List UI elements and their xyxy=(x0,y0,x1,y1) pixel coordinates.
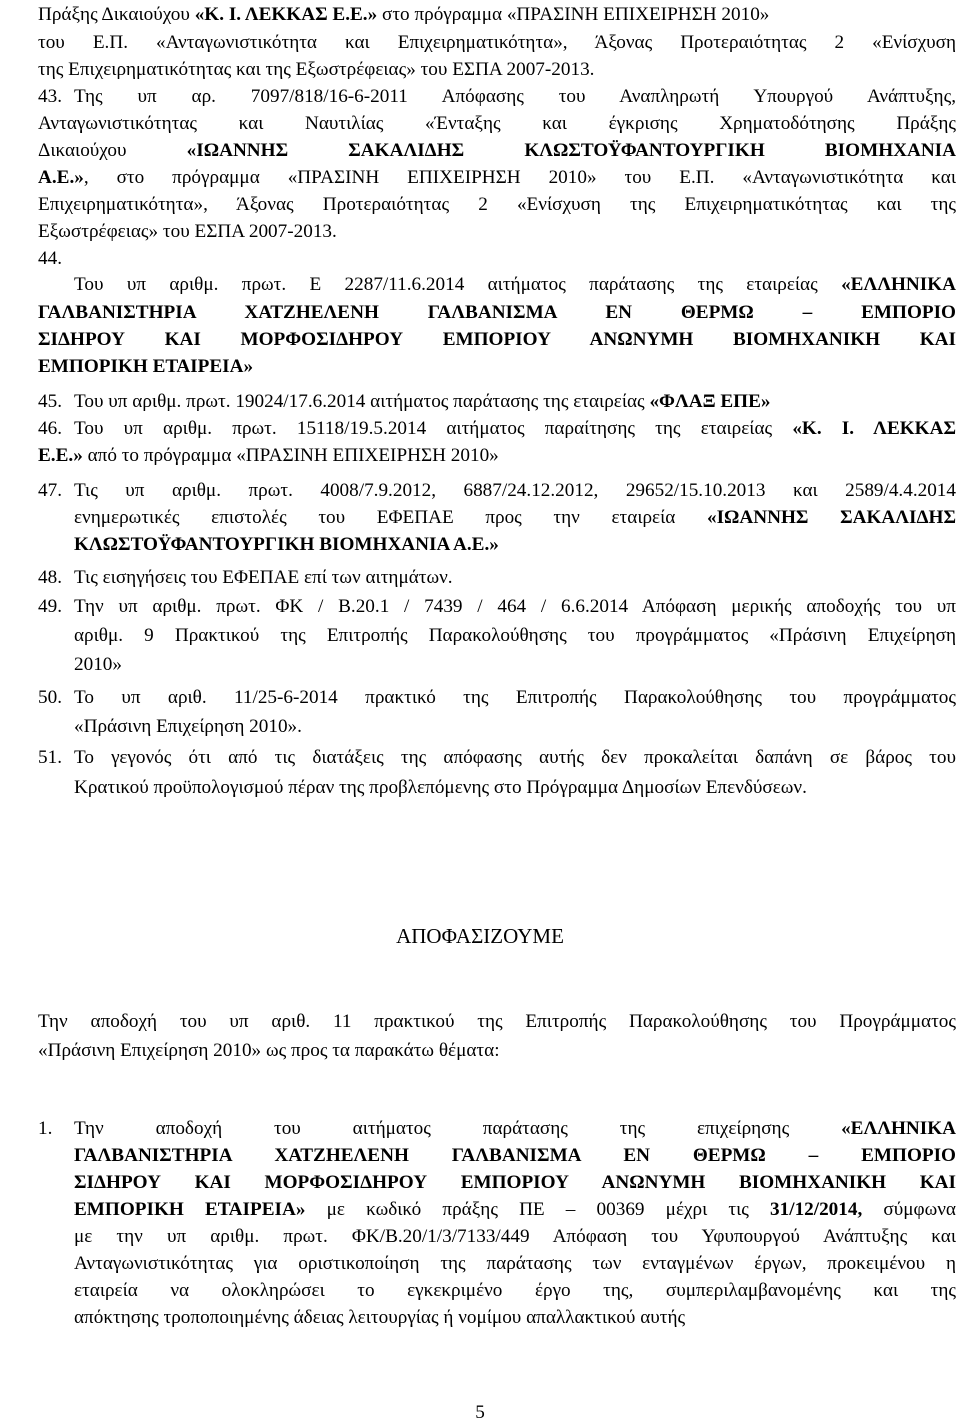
item-line: 2010» xyxy=(74,654,122,675)
item-line xyxy=(74,416,956,442)
company-name: «ΕΛΛΗΝΙΚΑ xyxy=(841,1118,956,1139)
item-text: Του υπ αριθμ. πρωτ. 15118/19.5.2014 αιτήματος παραίτησης της εταιρείας xyxy=(74,418,793,439)
intro-line-1 xyxy=(38,2,769,28)
intro-text: Πράξης Δικαιούχου xyxy=(38,4,195,25)
item-line: Την υπ αριθμ. πρωτ. ΦΚ / Β.20.1 / 7439 / 464 / 6.6.2014 Απόφαση μερικής αποδοχής του υπ xyxy=(74,596,956,617)
item-line: Ανταγωνιστικότητας για οριστικοποίηση της παράτασης των ενταγμένων έργων, προκειμένου η xyxy=(74,1253,956,1274)
item-line: Της υπ αρ. 7097/818/16-6-2011 Απόφασης του Αναπληρωτή Υπουργού Ανάπτυξης, xyxy=(74,86,956,107)
item-number: 48. xyxy=(38,567,62,588)
item-number: 45. xyxy=(38,391,62,412)
page-number: 5 xyxy=(475,1402,485,1423)
item-line: ΓΑΛΒΑΝΙΣΤΗΡΙΑ ΧΑΤΖΗΕΛΕΝΗ ΓΑΛΒΑΝΙΣΜΑ ΕΝ ΘΕΡΜΩ – ΕΜΠΟΡΙΟ xyxy=(74,1145,956,1166)
item-line xyxy=(74,1116,956,1142)
item-line: Το γεγονός ότι από τις διατάξεις της απόφασης αυτής δεν προκαλείται δαπάνη σε βάρος του xyxy=(74,747,956,768)
company-name: «ΦΛΑΞ ΕΠΕ» xyxy=(649,391,771,412)
item-number: 46. xyxy=(38,418,62,439)
item-number: 50. xyxy=(38,687,62,708)
item-line: Κρατικού προϋπολογισμού πέραν της προβλεπόμενης στο Πρόγραμμα Δημοσίων Επενδύσεων. xyxy=(74,777,807,798)
item-text: από το πρόγραμμα «ΠΡΑΣΙΝΗ ΕΠΙΧΕΙΡΗΣΗ 2010» xyxy=(82,445,499,466)
item-text: Του υπ αριθμ. πρωτ. Ε 2287/11.6.2014 αιτήματος παράτασης της εταιρείας xyxy=(74,274,842,295)
company-name: «ΙΩΑΝΝΗΣ ΣΑΚΑΛΙΔΗΣ ΚΛΩΣΤΟΫΦΑΝΤΟΥΡΓΙΚΗ ΒΙΟΜΗΧΑΝΙΑ xyxy=(186,140,957,161)
item-text: ενημερωτικές επιστολές του ΕΦΕΠΑΕ προς την εταιρεία xyxy=(74,507,707,528)
company-name: Α.Ε.» xyxy=(38,167,84,188)
company-name: «ΕΛΛΗΝΙΚΑ xyxy=(841,274,956,295)
item-text: Δικαιούχου xyxy=(38,140,187,161)
company-name: Ε.Ε.» xyxy=(38,445,83,466)
item44-line-4: ΕΜΠΟΡΙΚΗ ΕΤΑΙΡΕΙΑ» xyxy=(38,356,254,377)
item-number: 49. xyxy=(38,596,62,617)
item-line xyxy=(74,505,956,531)
item44-line-2: ΓΑΛΒΑΝΙΣΤΗΡΙΑ ΧΑΤΖΗΕΛΕΝΗ ΓΑΛΒΑΝΙΣΜΑ ΕΝ ΘΕΡΜΩ – ΕΜΠΟΡΙΟ xyxy=(38,302,956,323)
item-text: με κωδικό πράξης ΠΕ – 00369 μέχρι τις xyxy=(305,1199,771,1220)
item-number: 51. xyxy=(38,747,62,768)
item43-line-4 xyxy=(38,165,956,191)
item44-line-1 xyxy=(38,272,956,298)
item-line: «Πράσινη Επιχείρηση 2010». xyxy=(74,716,302,737)
item-text: , στο πρόγραμμα «ΠΡΑΣΙΝΗ ΕΠΙΧΕΙΡΗΣΗ 2010» του Ε.Π. «Ανταγωνιστικότητα και xyxy=(83,167,956,188)
intro-text: στο πρόγραμμα «ΠΡΑΣΙΝΗ ΕΠΙΧΕΙΡΗΣΗ 2010» xyxy=(377,4,770,25)
company-name: ΕΜΠΟΡΙΚΗ ΕΤΑΙΡΕΙΑ» xyxy=(74,1199,306,1220)
item-number: 43. xyxy=(38,86,62,107)
decision-heading: ΑΠΟΦΑΣΙΖΟΥΜΕ xyxy=(396,924,564,948)
item-line: Τις εισηγήσεις του ΕΦΕΠΑΕ επί των αιτημάτων. xyxy=(74,567,453,588)
item-line: με την υπ αριθμ. πρωτ. ΦΚ/Β.20/1/3/7133/449 Απόφαση του Υφυπουργού Ανάπτυξης και xyxy=(74,1226,956,1247)
company-name: «ΙΩΑΝΝΗΣ ΣΑΚΑΛΙΔΗΣ xyxy=(706,507,957,528)
item-line: απόκτησης τροποποιημένης άδειας λειτουργίας ή νομίμου απαλλακτικού αυτής xyxy=(74,1307,686,1328)
item-line: ΚΛΩΣΤΟΫΦΑΝΤΟΥΡΓΙΚΗ ΒΙΟΜΗΧΑΝΙΑ Α.Ε.» xyxy=(74,534,499,555)
company-name: «Κ. Ι. ΛΕΚΚΑΣ xyxy=(792,418,956,439)
item44-number: 44. xyxy=(38,248,62,269)
item44-line-3: ΣΙΔΗΡΟΥ ΚΑΙ ΜΟΡΦΟΣΙΔΗΡΟΥ ΕΜΠΟΡΙΟΥ ΑΝΩΝΥΜΗ ΒΙΟΜΗΧΑΝΙΚΗ ΚΑΙ xyxy=(38,329,956,350)
item-number: 47. xyxy=(38,480,62,501)
item-line xyxy=(74,389,956,415)
item-line xyxy=(74,1197,956,1223)
decision-line-1: Την αποδοχή του υπ αριθ. 11 πρακτικού της Επιτροπής Παρακολούθησης του Προγράμματος xyxy=(38,1011,956,1032)
item-text: Την αποδοχή του αιτήματος παράτασης της επιχείρησης xyxy=(74,1118,842,1139)
item43-line-5: Επιχειρηματικότητα», Άξονας Προτεραιότητας 2 «Ενίσχυση της Επιχειρηματικότητας και της xyxy=(38,194,956,215)
intro-line-3: της Επιχειρηματικότητας και της Εξωστρέφειας» του ΕΣΠΑ 2007-2013. xyxy=(38,59,595,80)
deadline-date: 31/12/2014, xyxy=(770,1199,863,1220)
item43-line-2: Ανταγωνιστικότητας και Ναυτιλίας «Ένταξης και έγκρισης Χρηματοδότησης Πράξης xyxy=(38,113,956,134)
item43-line-3 xyxy=(38,138,956,164)
intro-line-2: του Ε.Π. «Ανταγωνιστικότητα και Επιχειρηματικότητα», Άξονας Προτεραιότητας 2 «Ενίσχυση xyxy=(38,32,956,53)
decision-line-2: «Πράσινη Επιχείρηση 2010» ως προς τα παρακάτω θέματα: xyxy=(38,1040,500,1061)
item-line: εταιρεία να ολοκληρώσει το εγκεκριμένο έργο της, συμπεριλαμβανομένης και της xyxy=(74,1280,956,1301)
item-line: Το υπ αριθ. 11/25-6-2014 πρακτικό της Επιτροπής Παρακολούθησης του προγράμματος xyxy=(74,687,956,708)
item-line: ΣΙΔΗΡΟΥ ΚΑΙ ΜΟΡΦΟΣΙΔΗΡΟΥ ΕΜΠΟΡΙΟΥ ΑΝΩΝΥΜΗ ΒΙΟΜΗΧΑΝΙΚΗ ΚΑΙ xyxy=(74,1172,956,1193)
item-number: 1. xyxy=(38,1118,53,1139)
item-line: αριθμ. 9 Πρακτικού της Επιτροπής Παρακολούθησης του προγράμματος «Πράσινη Επιχείρηση xyxy=(74,625,956,646)
beneficiary-name: «Κ. Ι. ΛΕΚΚΑΣ Ε.Ε.» xyxy=(194,4,378,25)
item-text: σύμφωνα xyxy=(862,1199,956,1220)
item43-line-6: Εξωστρέφειας» του ΕΣΠΑ 2007-2013. xyxy=(38,221,337,242)
item-text: Του υπ αριθμ. πρωτ. 19024/17.6.2014 αιτήματος παράτασης της εταιρείας xyxy=(74,391,650,412)
item-line: Τις υπ αριθμ. πρωτ. 4008/7.9.2012, 6887/24.12.2012, 29652/15.10.2013 και 2589/4.4.2014 xyxy=(74,480,956,501)
item46-line-2 xyxy=(38,443,499,469)
